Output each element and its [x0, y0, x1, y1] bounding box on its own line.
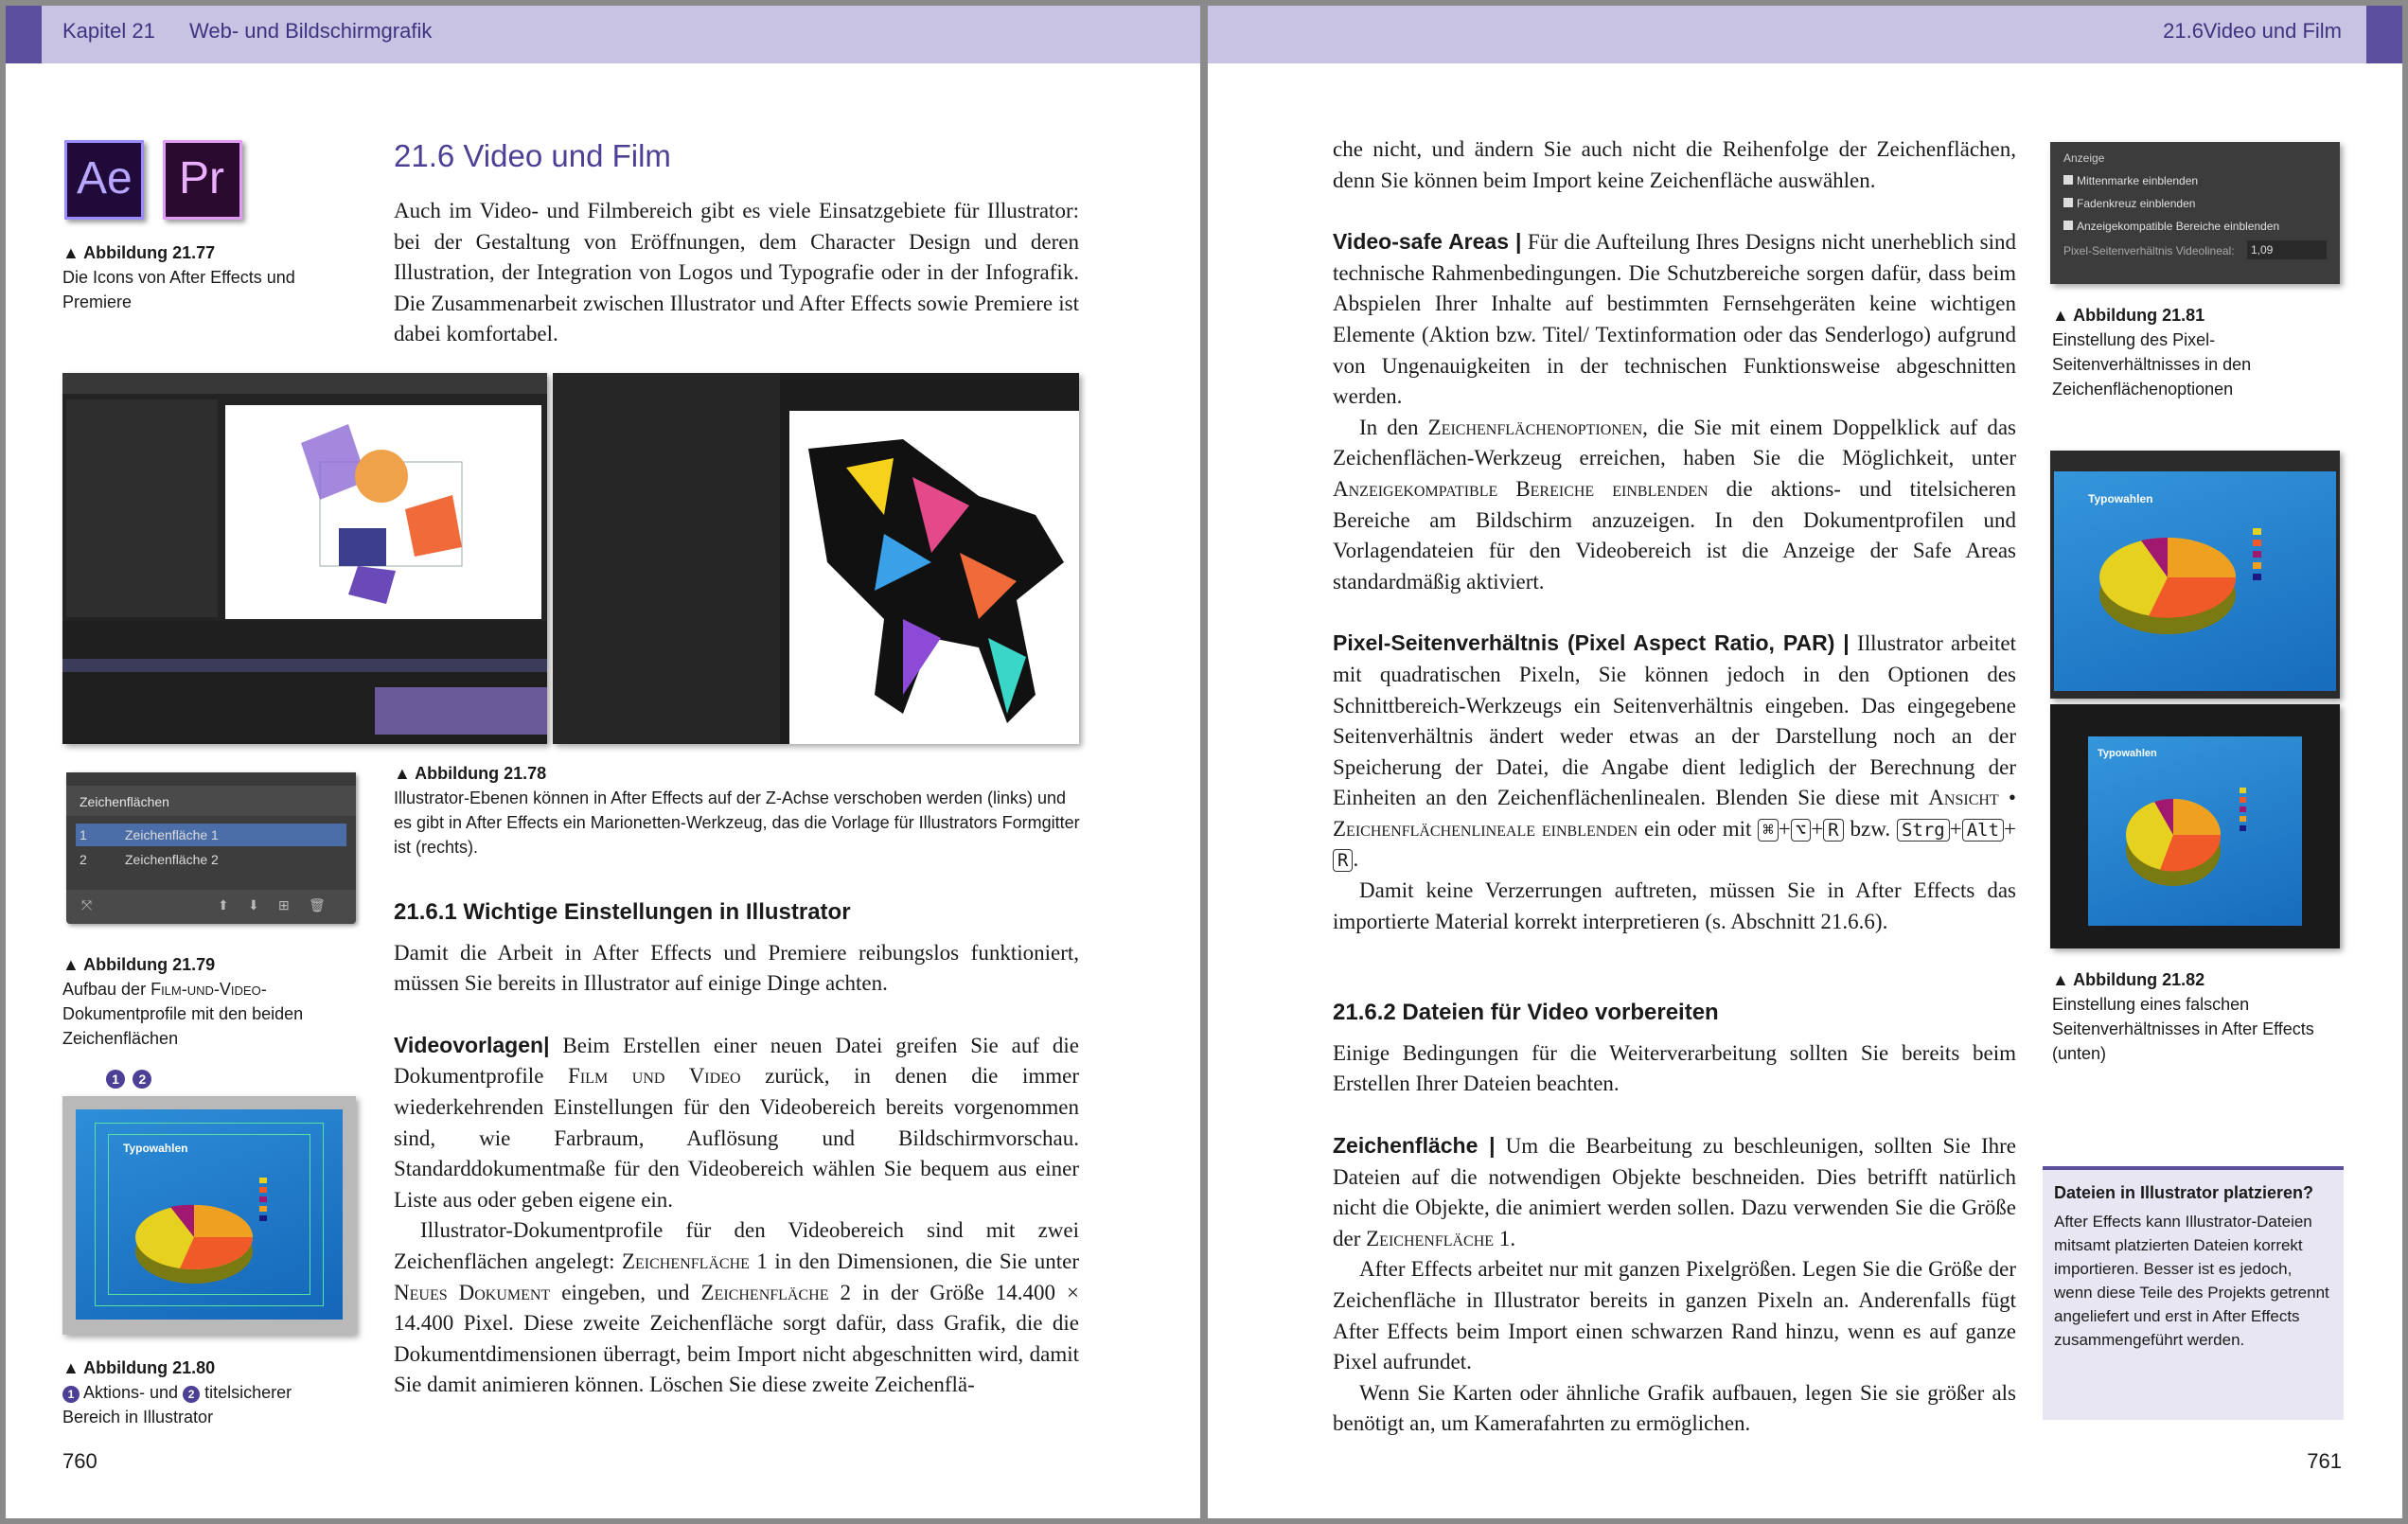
figure-label: ▲ Abbildung 21.80: [62, 1358, 216, 1377]
text-run: .: [1353, 847, 1359, 872]
text-run: bzw.: [1843, 816, 1897, 841]
artboard-paragraph: [1333, 1130, 2016, 1254]
key-r: R: [1823, 819, 1843, 842]
trash-icon[interactable]: 🗑: [309, 897, 326, 913]
figure-text: Illustrator-Ebenen können in After Effects auf der Z-Achse verschoben werden (links) und es gibt in After Effects ein Marionetten-Werkzeug, das die Vorlage für Illustrators Formgitter ist (rechts).: [394, 789, 1080, 857]
key-alt: Alt: [1962, 819, 2004, 842]
artboard-list: [66, 816, 356, 890]
text-run: eingeben, und: [550, 1280, 701, 1304]
run-in-head: Pixel-Seitenverhältnis (Pixel Aspect Ratio, PAR) |: [1333, 630, 1850, 656]
panel-title: Anzeige: [2063, 151, 2105, 165]
ae-composition-view: [225, 405, 541, 619]
section-title: 21.6 Video und Film: [394, 138, 671, 173]
figure-21-79-caption: [62, 952, 346, 1051]
intro-paragraph: [394, 196, 1079, 350]
move-up-icon[interactable]: ⬆: [218, 897, 229, 913]
pr-icon-label: Pr: [179, 153, 224, 204]
artboard-row[interactable]: [76, 824, 346, 846]
verzerrung-paragraph: Damit keine Verzerrungen auftreten, müssen Sie in After Effects das importierte Material korrekt interpretieren (s. Abschnitt 21.6.6).: [1333, 878, 2016, 933]
run-in-head: Zeichenfläche |: [1333, 1133, 1496, 1159]
header-accent-band: [2366, 6, 2402, 63]
tab-zeichenflaechen[interactable]: Zeichenflächen: [70, 788, 184, 816]
display-options-panel: [2050, 142, 2340, 284]
chart-title: Typowahlen: [2088, 492, 2153, 505]
videovorlagen-paragraph: [394, 1030, 1079, 1216]
after-effects-paragraph: After Effects arbeitet nur mit ganzen Pixelgrößen. Legen Sie die Größe der Zeichenfläche in Illustrator bereits in ganzen Pixeln an. Anderenfalls fügt After Effects beim Import einen schwarzen Rand hinzu, wenn es auf ganze Pixel aufrundet.: [1333, 1257, 2016, 1374]
after-effects-screenshot: [62, 373, 547, 744]
geometric-dog-illustration: [789, 411, 1079, 744]
text-run-sc: Anzeigekompatible Bereiche einblenden: [1333, 476, 1709, 501]
page-number: 760: [62, 1449, 97, 1473]
text-run-sc: Zeichenfläche: [700, 1280, 829, 1304]
illustration-character-icon: [225, 405, 541, 619]
key-strg: Strg: [1897, 819, 1950, 842]
checkbox-label: Mittenmarke einblenden: [2077, 174, 2199, 187]
checkbox-center-mark[interactable]: [2063, 174, 2198, 187]
figure-label: ▲ Abbildung 21.82: [2052, 970, 2205, 989]
callout-1: 1: [62, 1386, 80, 1403]
figure-text-b: -Dokumentprofile mit den beiden Zeichenflächen: [62, 980, 304, 1048]
right-running-header: [1208, 6, 2402, 63]
checkbox-icon: [2063, 221, 2073, 230]
callout-2: 2: [133, 1070, 151, 1089]
key-cmd: ⌘: [1758, 819, 1778, 842]
premiere-icon: [163, 140, 242, 220]
figure-label: ▲ Abbildung 21.77: [62, 243, 216, 262]
ae-timeline: [62, 621, 547, 744]
checkbox-icon: [2063, 198, 2073, 207]
figure-label: ▲ Abbildung 21.79: [62, 955, 216, 974]
figure-text-a: Aufbau der: [62, 980, 151, 999]
text-run: Für die Aufteilung Ihres Designs nicht unerheblich sind technische Rahmenbedingungen. Die Schutzbereiche sorgen dafür, dass beim Abspielen Ihrer Inhalte auf bestimmten Fernsehgeräten keine wichtigen Elemente (Aktion bzw. Titel/ Textinformation oder das Senderlogo) aufgrund von Ungenauigkeiten in der technischen Funktionsweise abgeschnitten werden.: [1333, 230, 2016, 409]
left-running-header: [6, 6, 1200, 63]
figure-text: Einstellung eines falschen Seitenverhältnisses in After Effects (unten): [2052, 995, 2314, 1063]
section-number: 21.6: [2163, 19, 2204, 43]
section-title: Video und Film: [2203, 19, 2342, 43]
correct-ratio-screenshot: [2050, 451, 2340, 699]
maps-paragraph: Wenn Sie Karten oder ähnliche Grafik aufbauen, legen Sie sie größer als benötigt an, um Kamerafahrten zu ermöglichen.: [1333, 1380, 2016, 1436]
figure-text-1: Aktions- und: [83, 1383, 179, 1402]
profile-paragraph: [394, 1215, 1079, 1401]
text-run: 1 in den Dimensionen, die Sie unter: [749, 1249, 1079, 1273]
callout-2: 2: [183, 1386, 200, 1403]
text-run: , die Sie mit einem Doppelklick auf das Zeichenflächen-Werkzeug erreichen, haben Sie die Möglichkeit, unter: [1333, 415, 2016, 470]
left-page: [6, 6, 1200, 1518]
safe-area-screenshot: [62, 1096, 356, 1335]
artboard-name: Zeichenfläche 2: [125, 852, 219, 867]
artboards-panel: [66, 772, 356, 924]
figure-text-2: titelsicherer Bereich in Illustrator: [62, 1383, 292, 1427]
text-run: Beim Erstellen einer neuen Datei greifen Sie auf die Dokumentprofile: [394, 1033, 1079, 1089]
subsection-title: 21.6.1 Wichtige Einstellungen in Illustrator: [394, 899, 851, 925]
figure-text: Die Icons von After Effects und Premiere: [62, 268, 295, 311]
header-accent-band: [6, 6, 42, 63]
text-run: 1.: [1494, 1226, 1516, 1250]
subsection-text: Damit die Arbeit in After Effects und Premiere reibungslos funktioniert, müssen Sie bereits in Illustrator auf einige Dinge achten.: [394, 940, 1079, 996]
figure-label: ▲ Abbildung 21.78: [394, 764, 547, 783]
options-paragraph: [1333, 413, 2016, 598]
text-run-sc: Zeichenflächenoptionen: [1427, 415, 1643, 439]
text-run: Illustrator arbeitet mit quadratischen Pixeln, Sie können jedoch in den Optionen des Schnittbereich-Werkzeugs ein Seitenverhältnis eingeben. Das eingegebene Seitenverhältnis ändert weder etwas an der Darstellung noch an der Speicherung der Datei, die Angabe dient lediglich der Berechnung der Einheiten an den Zeichenflächenlinealen. Blenden Sie diese mit: [1333, 631, 2016, 810]
page-number: 761: [2307, 1449, 2342, 1473]
ae-icon-label: Ae: [77, 153, 133, 204]
artboard-number: 2: [80, 852, 87, 867]
video-frame: [2054, 471, 2336, 691]
figure-21-78-caption: [394, 761, 1081, 859]
video-safe-paragraph: [1333, 226, 2016, 413]
text-run: Illustrator-Dokumentprofile für den Videobereich sind mit zwei Zeichenflächen angelegt:: [394, 1218, 1079, 1273]
artboard-row[interactable]: [76, 848, 346, 871]
figure-21-77-caption: [62, 240, 328, 314]
left-body-text: [394, 897, 1079, 1401]
right-body-text: [1333, 134, 2016, 1440]
chart-title: Typowahlen: [2098, 748, 2157, 759]
info-box: [2043, 1166, 2344, 1420]
key-option: ⌥: [1791, 819, 1811, 842]
figure-label: ▲ Abbildung 21.81: [2052, 306, 2205, 325]
key-r: R: [1333, 849, 1353, 872]
artboard-name: Zeichenfläche 1: [125, 827, 219, 842]
figure-21-81-caption: [2052, 303, 2336, 401]
chapter-title: Web- und Bildschirmgrafik: [189, 19, 433, 43]
text-run: Um die Bearbeitung zu beschleunigen, sollten Sie Ihre Dateien auf die notwendigen Objekte beschneiden. Dies betrifft natürlich nicht die Objekte, die animiert werden sollen. Dazu verwenden Sie die Größe der: [1333, 1134, 2016, 1250]
figure-21-82-caption: [2052, 967, 2336, 1066]
checkbox-crosshair[interactable]: [2063, 197, 2195, 210]
checkbox-icon: [2063, 175, 2073, 185]
run-in-head: Video-safe Areas |: [1333, 229, 1522, 255]
ae-toolbar: [62, 373, 547, 394]
subsection-title: 21.6.2 Dateien für Video vorbereiten: [1333, 1000, 1719, 1026]
marionette-view: [789, 411, 1079, 744]
after-effects-icon: [64, 140, 144, 220]
ae-project-panel: [66, 399, 218, 617]
text-run: zurück, in denen die immer wiederkehrenden Einstellungen für den Videobereich bereits vorgenommen sind, wie Farbraum, Auflösung und Bildschirmvorschau. Standarddokumentmaße für den Videobereich wählen Sie bequem aus einer Liste aus oder geben eigene ein.: [394, 1064, 1079, 1212]
checkbox-label: Anzeigekompatible Bereiche einblenden: [2077, 220, 2280, 233]
puppet-tool-screenshot: [553, 373, 1079, 744]
text-run-sc: Zeichenfläche: [1366, 1226, 1495, 1250]
video-frame: [2088, 736, 2302, 926]
move-down-icon[interactable]: ⬇: [248, 897, 259, 913]
rearrange-icon[interactable]: ⤧: [81, 897, 93, 913]
continued-text: che nicht, und ändern Sie auch nicht die Reihenfolge der Zeichenflächen, denn Sie können beim Import keine Zeichenfläche auswählen.: [1333, 137, 2016, 192]
text-run-sc: Zeichenfläche: [621, 1249, 750, 1273]
text-run-sc: Film und Video: [568, 1064, 741, 1089]
wrong-ratio-screenshot: [2050, 704, 2340, 948]
callout-1: 1: [106, 1070, 125, 1089]
pie-chart-illustration: [2088, 736, 2302, 926]
text-run-sc: Ansicht • Zeichenflächenlineale einblenden: [1333, 786, 2016, 841]
figure-text-sc: Film-und-Video: [150, 980, 261, 999]
info-box-title: Dateien in Illustrator platzieren?: [2054, 1183, 2314, 1202]
ratio-input[interactable]: 1,09: [2247, 240, 2327, 259]
text-run: ein oder mit: [1638, 816, 1759, 841]
new-artboard-icon[interactable]: ⊞: [278, 897, 290, 913]
subsection-text: Einige Bedingungen für die Weiterverarbeitung sollten Sie bereits beim Erstellen Ihrer Dateien beachten.: [1333, 1040, 2016, 1096]
text-run: In den: [1359, 415, 1428, 439]
checkbox-label: Fadenkreuz einblenden: [2077, 197, 2196, 210]
checkbox-safe-areas[interactable]: [2063, 220, 2279, 233]
info-box-text: After Effects kann Illustrator-Dateien mitsamt platzierten Dateien korrekt importieren. Besser ist es jedoch, wenn diese Teile des Projekts getrennt angeliefert und erst in After Effects zusammengeführt werden.: [2054, 1213, 2329, 1349]
chapter-label: Kapitel 21: [62, 19, 155, 43]
callout-badges: [106, 1070, 151, 1089]
artboard-number: 1: [80, 827, 87, 842]
chart-title: Typowahlen: [123, 1142, 188, 1155]
ratio-label: Pixel-Seitenverhältnis Videolineal:: [2063, 244, 2235, 257]
text-run-sc: Neues Dokument: [394, 1280, 551, 1304]
ae-layer-panel: [553, 373, 780, 744]
run-in-head: Videovorlagen|: [394, 1032, 550, 1057]
text-run: die aktions- und titelsicheren Bereiche am Bildschirm anzuzeigen. In den Dokumentprofilen und Vorlagendateien für den Videobereich ist die Anzeige der Safe Areas standardmäßig aktiviert.: [1333, 476, 2016, 594]
figure-21-80-caption: [62, 1356, 346, 1429]
video-frame: [76, 1109, 343, 1320]
text-run: 2 in der Größe 14.400 × 14.400 Pixel. Diese zweite Zeichenfläche sorgt dafür, dass Grafik, die die Dokumentdimensionen überragt, beim Import nicht abgeschnitten wird, damit Sie damit animieren können. Löschen Sie diese zweite Zeichenflä-: [394, 1280, 1080, 1397]
figure-text: Einstellung des Pixel-Seitenverhältnisses in den Zeichenflächenoptionen: [2052, 330, 2252, 399]
par-paragraph: Pixel-Seitenverhältnis (Pixel Aspect Ratio, PAR) | Illustrator arbeitet mit quadratischen Pixeln, Sie können jedoch in den Optionen des Schnittbereich-Werkzeugs ein Seitenverhältnis eingeben. Das eingegebene Seitenverhältnis ändert weder etwas an der Darstellung noch an der Speicherung der Datei, die Angabe dient lediglich der Berechnung der Einheiten an den Zeichenflächenlinealen. Blenden Sie diese mit Ansicht • Zeichenflächenlineale einblenden ein oder mit ⌘ + ⌥ + R bzw. Strg + Alt +R .: [1333, 630, 2016, 872]
intro-text: Auch im Video- und Filmbereich gibt es viele Einsatzgebiete für Illustrator: bei der Gestaltung von Eröffnungen, dem Character Design und deren Illustration, der Integration von Logos und Typografie oder in der Infografik. Die Zusammenarbeit zwischen Illustrator und After Effects sowie Premiere ist dabei komfortabel.: [394, 199, 1079, 346]
